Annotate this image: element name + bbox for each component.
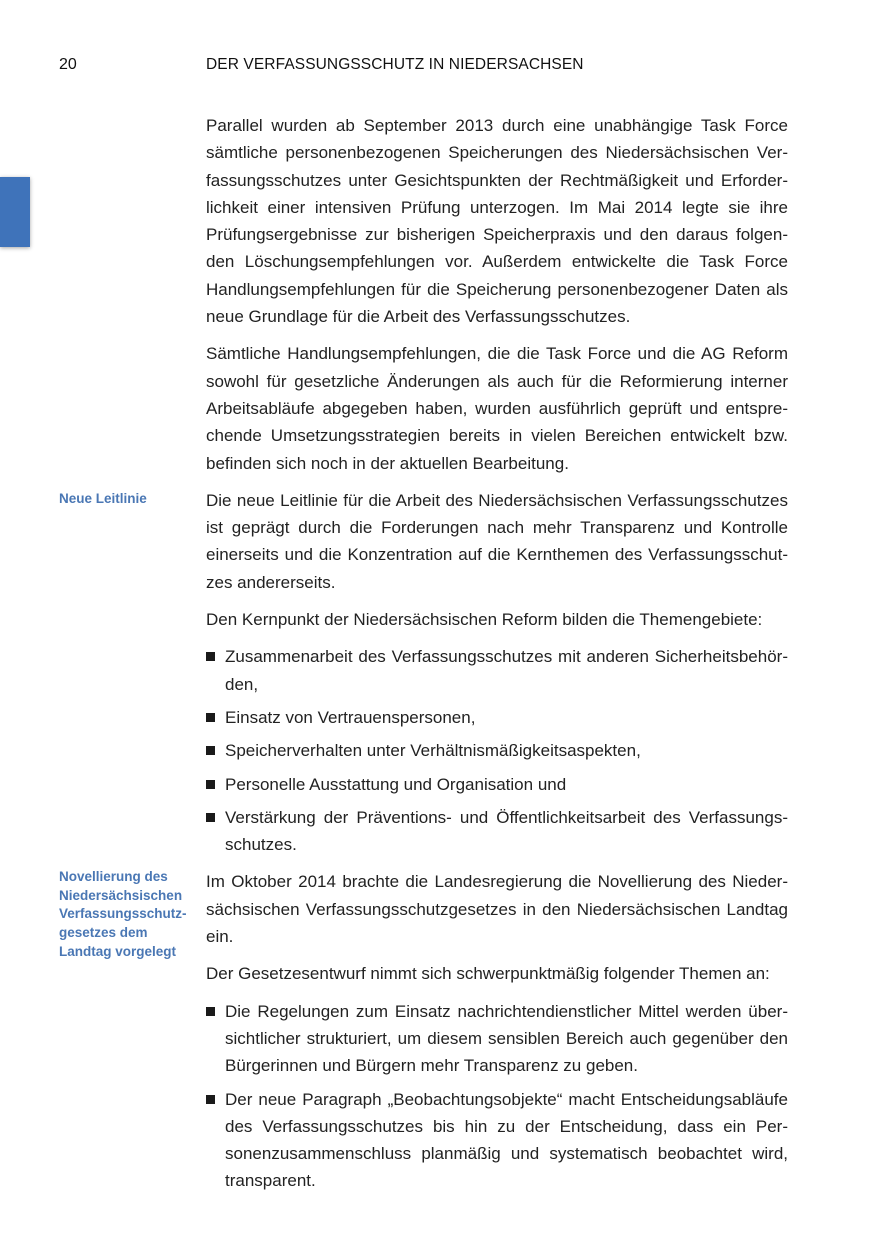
bullet-list-themengebiete <box>206 643 788 858</box>
list-item <box>206 804 788 859</box>
list-item-text: Verstärkung der Präventions- und Öffentlichkeitsarbeit des Verfassungsschutzes. <box>225 807 788 855</box>
list-item <box>206 771 788 798</box>
paragraph: Im Oktober 2014 brachte die Landesregierung die Novellierung des Niedersächsischen Verfassungsschutzgesetzes in den Niedersächsischen Landtag ein. <box>206 872 788 947</box>
list-item-text: Zusammenarbeit des Verfassungsschutzes mit anderen Sicherheitsbehörden, <box>225 647 788 694</box>
page-number: 20 <box>59 56 77 73</box>
running-header: DER VERFASSUNGSSCHUTZ IN NIEDERSACHSEN <box>206 56 584 73</box>
paragraph: Der Gesetzesentwurf nimmt sich schwerpunktmäßig folgender Themen an: <box>206 964 770 984</box>
square-bullet-icon <box>206 780 215 789</box>
margin-note-novellierung: Novellierung des Niedersächsischen Verfassungsschutz-gesetzes dem Landtag vorgelegt <box>59 869 187 959</box>
list-item-text: Speicherverhalten unter Verhältnismäßigkeitsaspekten, <box>225 741 641 761</box>
list-item <box>206 998 788 1080</box>
list-item-text: Die Regelungen zum Einsatz nachrichtendienstlicher Mittel werden übersichtlicher strukturiert, um diesem sensiblen Bereich auch gegenüber den Bürgerinnen und Bürgern mehr Transparenz zu geben. <box>225 1001 788 1076</box>
square-bullet-icon <box>206 1095 215 1104</box>
list-item <box>206 737 788 764</box>
list-item-text: Einsatz von Vertrauenspersonen, <box>225 707 476 727</box>
square-bullet-icon <box>206 1007 215 1016</box>
paragraph: Den Kernpunkt der Niedersächsischen Reform bilden die Themengebiete: <box>206 610 763 630</box>
square-bullet-icon <box>206 746 215 755</box>
list-item-text: Der neue Paragraph „Beobachtungsobjekte“ macht Entscheidungsabläufe des Verfassungsschutzes bis hin zu der Entscheidung, dass ein Personenzusammenschluss planmäßig und systematisch beobachtet wird, transparent. <box>225 1089 788 1191</box>
list-item <box>206 704 788 731</box>
square-bullet-icon <box>206 713 215 722</box>
paragraph: Sämtliche Handlungsempfehlungen, die die Task Force und die AG Reform sowohl für gesetzliche Änderungen als auch für die Reformierung interner Arbeitsabläufe abgegeben haben, wurden ausführlich geprüft und entsprechende Umsetzungsstrategien bereits in vielen Bereichen entwickelt bzw. befinden sich noch in der aktuellen Bearbeitung. <box>206 344 788 473</box>
list-item <box>206 643 788 698</box>
bullet-list-gesetzesentwurf <box>206 998 788 1195</box>
square-bullet-icon <box>206 652 215 661</box>
square-bullet-icon <box>206 813 215 822</box>
margin-note-leitlinie: Neue Leitlinie <box>59 491 147 506</box>
list-item <box>206 1086 788 1195</box>
main-text-column <box>206 112 788 1205</box>
paragraph: Die neue Leitlinie für die Arbeit des Niedersächsischen Verfassungsschutzes ist geprägt durch die Forderungen nach mehr Transparenz und Kontrolle einerseits und die Konzentration auf die Kernthemen des Verfassungsschutzes andererseits. <box>206 490 788 592</box>
paragraph: Parallel wurden ab September 2013 durch eine unabhängige Task Force sämtliche personenbezogenen Speicherungen des Niedersächsischen Verfassungsschutzes unter Gesichtspunkten der Rechtmäßigkeit und Erforderlichkeit einer intensiven Prüfung unterzogen. Im Mai 2014 legte sie ihre Prüfungsergebnisse zur bisherigen Speicherpraxis und den daraus folgenden Löschungsempfehlungen vor. Außerdem entwickelte die Task Force Handlungsempfehlungen für die Speicherung personenbezogener Daten als neue Grundlage für die Arbeit des Verfassungsschutzes. <box>206 116 788 327</box>
list-item-text: Personelle Ausstattung und Organisation und <box>225 774 567 794</box>
chapter-tab-marker <box>0 177 30 247</box>
